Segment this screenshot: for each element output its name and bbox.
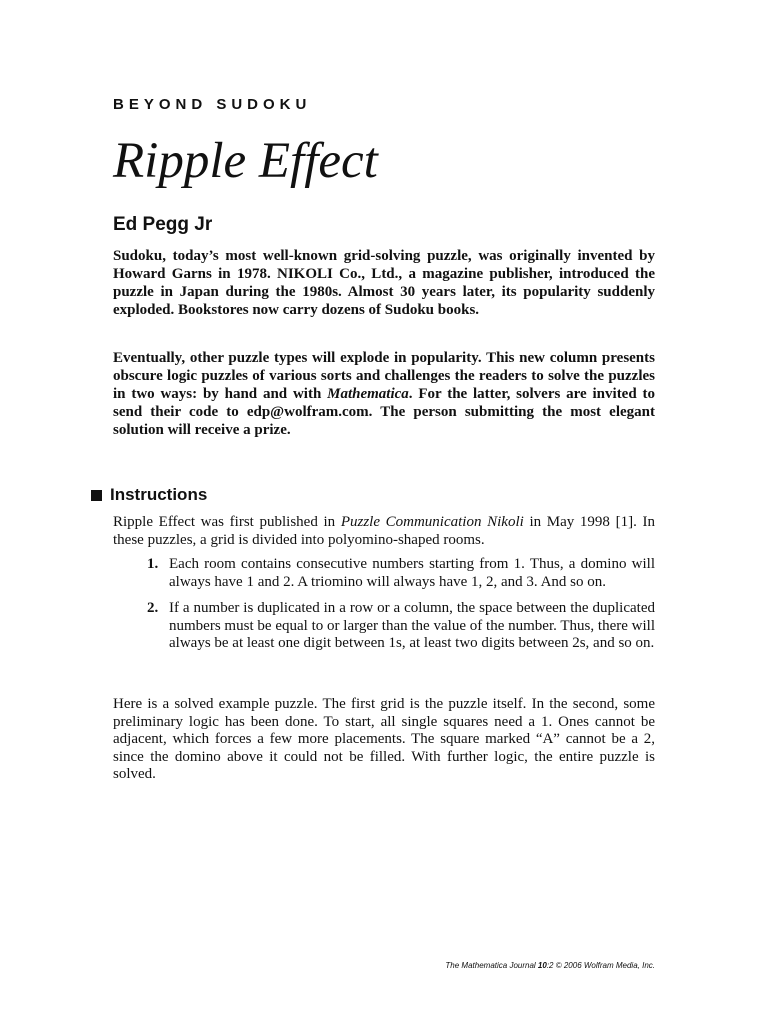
abstract-text-before: Eventually, other puzzle types will explode in popularity. This new column presents obscure logic puzzles of various sorts and challenges the readers to solve the puzzles in two ways: by hand and with [113,350,655,402]
list-item [113,556,655,591]
magazine-title-emphasis: Puzzle Communication Nikoli [340,514,524,530]
intro-text-before: Ripple Effect was first published in [113,514,341,530]
rule-number: 1. [147,556,159,572]
closing-paragraph: Here is a solved example puzzle. The first grid is the puzzle itself. In the second, some preliminary logic has been done. To start, all single squares need a 1. Ones cannot be adjacent, which forces a few more placements. The square marked “A” cannot be a 2, since the domino above it could not be filled. With further logic, the entire puzzle is solved. [113,696,655,782]
section-heading [91,484,207,506]
author-name: Ed Pegg Jr [113,214,213,235]
rules-list [113,556,655,662]
rule-text: If a number is duplicated in a row or a column, the space between the duplicated numbers must be equal to or larger than the value of the number. Thus, there will always be at least one digit between 1s, at least two digits between 2s, and so on. [169,600,655,651]
abstract-paragraph-2 [113,349,655,439]
page-footer [445,961,655,970]
footer-copyright: :2 © 2006 Wolfram Media, Inc. [546,961,655,970]
abstract-text-after: . For the latter, solvers are invited to send their code to edp@wolfram.com. The person submitting the most elegant solution will receive a prize. [113,386,655,438]
rule-text: Each room contains consecutive numbers starting from 1. Thus, a domino will always have 1 and 2. A triomino will always have 1, 2, and 3. And so on. [169,556,655,590]
section-heading-label: Instructions [110,485,208,504]
journal-name: The Mathematica Journal [445,961,536,970]
column-label: BEYOND SUDOKU [113,96,312,113]
mathematica-emphasis: Mathematica [327,386,409,402]
intro-text-after: in May 1998 [1]. In these puzzles, a grid is divided into polyomino-shaped rooms. [113,514,655,548]
list-item [113,600,655,653]
rule-number: 2. [147,600,159,616]
abstract-paragraph-1: Sudoku, today’s most well-known grid-solving puzzle, was originally invented by Howard Garns in 1978. NIKOLI Co., Ltd., a magazine publisher, introduced the puzzle in Japan during the 1980s. Almost 30 years later, its popularity suddenly exploded. Bookstores now carry dozens of Sudoku books. [113,248,655,318]
square-bullet-icon [91,490,102,501]
intro-paragraph [113,514,655,549]
article-title: Ripple Effect [113,133,378,189]
journal-volume: 10 [537,961,547,970]
